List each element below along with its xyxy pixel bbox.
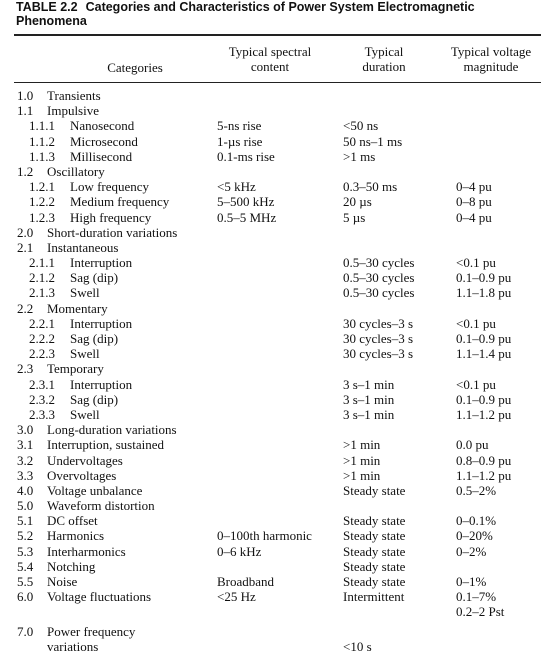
header-rule	[14, 82, 541, 83]
category-name: Swell	[70, 285, 100, 301]
magnitude-cell: 0.1–0.9 pu	[456, 331, 512, 346]
table-label: TABLE 2.2	[16, 0, 78, 14]
table-row	[0, 88, 549, 103]
category-name: Harmonics	[47, 528, 105, 544]
category-name: Low frequency	[70, 179, 150, 195]
category-name: Interruption	[70, 315, 133, 331]
category-name: Momentary	[47, 300, 108, 316]
category-name: Oscillatory	[47, 163, 105, 179]
category-number: 5.2	[17, 528, 34, 544]
category-number: 2.3.1	[29, 376, 55, 392]
category-name: Millisecond	[70, 148, 133, 164]
duration-cell: 5 µs	[343, 209, 366, 225]
table-row	[0, 589, 549, 604]
category-name: Impulsive	[47, 103, 99, 119]
magnitude-cell: 0–4 pu	[456, 179, 492, 195]
category-name: Sag (dip)	[70, 331, 119, 346]
category-number: 5.4	[17, 558, 34, 574]
category-number: 2.1.3	[29, 285, 55, 301]
category-name: Voltage fluctuations	[47, 589, 152, 605]
category-number: 1.1.3	[29, 148, 55, 164]
spectral-content-cell: Broadband	[217, 574, 275, 589]
table-row	[0, 103, 549, 118]
table-row	[0, 528, 549, 543]
category-name: Power frequency	[47, 623, 136, 639]
duration-cell: 3 s–1 min	[343, 391, 395, 407]
header-voltage-magnitude	[436, 44, 546, 74]
duration-cell: Steady state	[343, 574, 406, 589]
table-row	[0, 194, 549, 209]
table-row	[0, 164, 549, 179]
category-number: 2.3.2	[29, 391, 55, 407]
table-row	[0, 513, 549, 528]
table-row	[0, 639, 549, 654]
table-body	[0, 88, 549, 654]
category-name: Swell	[70, 406, 100, 422]
table-row	[0, 179, 549, 194]
magnitude-cell: 0.1–7%	[456, 589, 497, 605]
table-row	[0, 270, 549, 285]
category-name: Sag (dip)	[70, 391, 119, 407]
category-name: Voltage unbalance	[47, 482, 143, 498]
duration-cell: Intermittent	[343, 589, 405, 605]
category-number: 1.1.1	[29, 118, 55, 134]
spectral-content-cell: 1-µs rise	[217, 133, 263, 149]
table-row	[0, 225, 549, 240]
duration-cell: Steady state	[343, 558, 406, 574]
duration-cell: 0.5–30 cycles	[343, 270, 415, 286]
category-number: 1.2.2	[29, 194, 55, 210]
category-name: Interruption	[70, 255, 133, 271]
table-row	[0, 361, 549, 376]
duration-cell: 30 cycles–3 s	[343, 331, 414, 346]
category-number: 2.3.3	[29, 406, 55, 422]
duration-cell: 50 ns–1 ms	[343, 133, 403, 149]
category-name: Interruption	[70, 376, 133, 392]
spectral-content-cell: 0.1-ms rise	[217, 148, 275, 164]
category-name: Microsecond	[70, 133, 138, 149]
category-name: Short-duration variations	[47, 224, 178, 240]
category-number: 2.1.1	[29, 255, 55, 271]
duration-cell: >1 min	[343, 452, 381, 468]
category-name: Notching	[47, 558, 96, 574]
category-number: 2.2	[17, 300, 34, 316]
magnitude-cell: 0–0.1%	[456, 513, 497, 529]
magnitude-cell: 0.2–2 Pst	[456, 604, 505, 620]
category-name: High frequency	[70, 209, 152, 225]
magnitude-cell: 1.1–1.2 pu	[456, 467, 512, 483]
header-spectral-line2: content	[250, 59, 290, 74]
category-name: Nanosecond	[70, 118, 135, 134]
category-number: 5.1	[17, 513, 34, 529]
spectral-content-cell: 5-ns rise	[217, 118, 262, 134]
table-row	[0, 468, 549, 483]
table-row	[0, 559, 549, 574]
table-row	[0, 134, 549, 149]
category-name: Overvoltages	[47, 467, 117, 483]
table-row	[0, 316, 549, 331]
category-number: 1.1	[17, 103, 34, 119]
category-number: 1.2.3	[29, 209, 55, 225]
spectral-content-cell: <25 Hz	[217, 589, 256, 605]
duration-cell: 0.5–30 cycles	[343, 285, 415, 301]
duration-cell: 30 cycles–3 s	[343, 346, 414, 362]
header-duration	[336, 44, 432, 74]
category-number: 2.0	[17, 224, 34, 240]
category-number: 1.1.2	[29, 133, 55, 149]
category-name: variations	[47, 638, 99, 654]
table-row	[0, 210, 549, 225]
duration-cell: >1 min	[343, 467, 381, 483]
category-number: 2.1.2	[29, 270, 55, 286]
table-row	[0, 624, 549, 639]
spectral-content-cell: <5 kHz	[217, 179, 256, 195]
magnitude-cell: 0.0 pu	[456, 437, 489, 453]
magnitude-cell: <0.1 pu	[456, 315, 496, 331]
header-magnitude-line2: magnitude	[463, 59, 519, 74]
magnitude-cell: 0–4 pu	[456, 209, 492, 225]
category-name: Long-duration variations	[47, 422, 177, 438]
table-caption	[16, 0, 536, 28]
category-name: Sag (dip)	[70, 270, 119, 286]
magnitude-cell: 0–20%	[456, 528, 493, 544]
category-number: 5.3	[17, 543, 34, 559]
top-rule	[14, 34, 541, 36]
category-number: 1.2.1	[29, 179, 55, 195]
category-number: 5.5	[17, 574, 34, 589]
duration-cell: >1 min	[343, 437, 381, 453]
duration-cell: 3 s–1 min	[343, 406, 395, 422]
category-name: Waveform distortion	[47, 498, 155, 514]
category-number: 7.0	[17, 623, 34, 639]
magnitude-cell: 0.8–0.9 pu	[456, 452, 512, 468]
magnitude-cell: 0.5–2%	[456, 482, 497, 498]
category-name: DC offset	[47, 513, 98, 529]
duration-cell: >1 ms	[343, 148, 376, 164]
header-categories: Categories	[107, 60, 163, 75]
header-magnitude-line1: Typical voltage	[450, 44, 532, 59]
category-number: 2.3	[17, 361, 34, 377]
spectral-content-cell: 5–500 kHz	[217, 194, 275, 210]
magnitude-cell: 0.1–0.9 pu	[456, 391, 512, 407]
spectral-content-cell: 0.5–5 MHz	[217, 209, 277, 225]
category-number: 2.2.2	[29, 331, 55, 346]
duration-cell: 30 cycles–3 s	[343, 315, 414, 331]
duration-cell: 0.3–50 ms	[343, 179, 398, 195]
magnitude-cell: 0–1%	[456, 574, 487, 589]
category-number: 2.2.3	[29, 346, 55, 362]
category-number: 5.0	[17, 498, 34, 514]
category-name: Temporary	[47, 361, 104, 377]
magnitude-cell: 0–8 pu	[456, 194, 492, 210]
table-row	[0, 118, 549, 133]
category-name: Medium frequency	[70, 194, 170, 210]
table-row	[0, 544, 549, 559]
category-number: 6.0	[17, 589, 34, 605]
table-row	[0, 285, 549, 300]
duration-cell: Steady state	[343, 482, 406, 498]
category-name: Swell	[70, 346, 100, 362]
category-name: Interruption, sustained	[47, 437, 164, 453]
duration-cell: Steady state	[343, 543, 406, 559]
table-row	[0, 392, 549, 407]
table-row	[0, 604, 549, 619]
magnitude-cell: 1.1–1.4 pu	[456, 346, 512, 362]
magnitude-cell: 1.1–1.8 pu	[456, 285, 512, 301]
table-row	[0, 422, 549, 437]
category-name: Undervoltages	[47, 452, 123, 468]
category-name: Interharmonics	[47, 543, 126, 559]
table-row	[0, 407, 549, 422]
magnitude-cell: 0.1–0.9 pu	[456, 270, 512, 286]
category-number: 4.0	[17, 482, 34, 498]
table-row	[0, 149, 549, 164]
category-number: 1.0	[17, 88, 34, 103]
category-name: Noise	[47, 574, 78, 589]
table-row	[0, 437, 549, 452]
category-number: 2.2.1	[29, 315, 55, 331]
spectral-content-cell: 0–6 kHz	[217, 543, 262, 559]
category-number: 3.1	[17, 437, 34, 453]
table-row	[0, 331, 549, 346]
category-number: 3.0	[17, 422, 34, 438]
table-row	[0, 483, 549, 498]
table-row	[0, 240, 549, 255]
magnitude-cell: <0.1 pu	[456, 376, 496, 392]
table-row	[0, 377, 549, 392]
table-row	[0, 346, 549, 361]
magnitude-cell: 1.1–1.2 pu	[456, 406, 512, 422]
category-number: 1.2	[17, 163, 34, 179]
category-name: Transients	[47, 88, 101, 103]
header-spectral-content	[210, 44, 330, 74]
magnitude-cell: 0–2%	[456, 543, 487, 559]
table-row	[0, 301, 549, 316]
duration-cell: 20 µs	[343, 194, 372, 210]
duration-cell: Steady state	[343, 513, 406, 529]
category-number: 3.2	[17, 452, 34, 468]
header-duration-line1: Typical	[364, 44, 404, 59]
category-name: Instantaneous	[47, 239, 119, 255]
category-number: 2.1	[17, 239, 34, 255]
table-row	[0, 255, 549, 270]
duration-cell: <50 ns	[343, 118, 379, 134]
table-row	[0, 498, 549, 513]
table-row	[0, 453, 549, 468]
table-row	[0, 574, 549, 589]
header-duration-line2: duration	[362, 59, 406, 74]
duration-cell: Steady state	[343, 528, 406, 544]
spectral-content-cell: 0–100th harmonic	[217, 528, 312, 544]
header-spectral-line1: Typical spectral	[228, 44, 312, 59]
magnitude-cell: <0.1 pu	[456, 255, 496, 271]
duration-cell: <10 s	[343, 638, 372, 654]
duration-cell: 3 s–1 min	[343, 376, 395, 392]
duration-cell: 0.5–30 cycles	[343, 255, 415, 271]
category-number: 3.3	[17, 467, 34, 483]
table-title: Categories and Characteristics of Power System Electromagnetic Phenomena	[16, 0, 475, 28]
